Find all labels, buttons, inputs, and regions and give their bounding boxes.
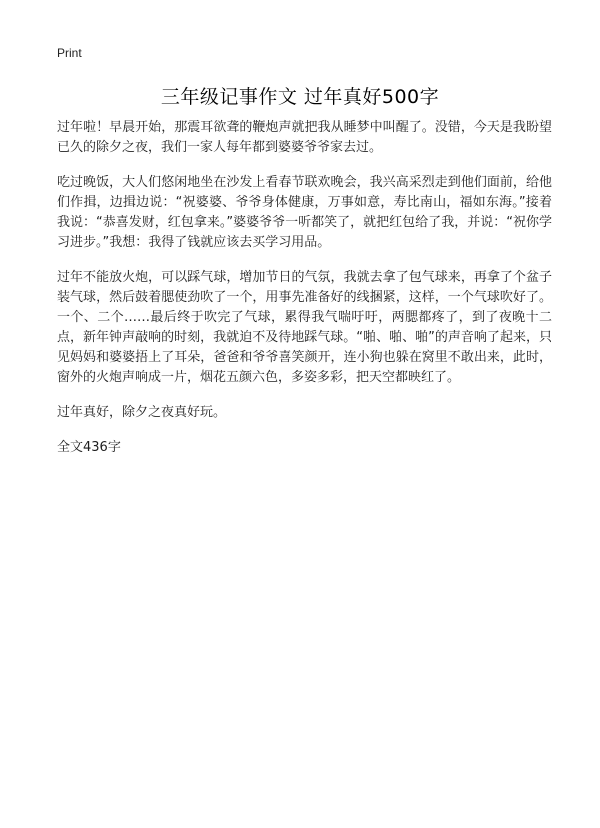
article-body [57, 118, 552, 458]
article-title: 三年级记事作文 过年真好500字 [160, 86, 440, 108]
article-paragraph: 吃过晚饭，大人们悠闲地坐在沙发上看春节联欢晚会，我兴高采烈走到他们面前，给他们作揖，边揖边说：“祝婆婆、爷爷身体健康，万事如意，寿比南山，福如东海。”接着我说：“恭喜发财，红包拿来。”婆婆爷爷一听都笑了，就把红包给了我，并说：“祝你学习进步。”我想：我得了钱就应该去买学习用品。 [57, 175, 552, 250]
article-paragraph: 过年啦！早晨开始，那震耳欲聋的鞭炮声就把我从睡梦中叫醒了。没错，今天是我盼望已久的除夕之夜，我们一家人每年都到婆婆爷爷家去过。 [57, 120, 552, 155]
print-link[interactable]: Print [57, 46, 82, 60]
article-paragraph: 过年真好，除夕之夜真好玩。 [57, 405, 227, 420]
article-paragraph: 过年不能放火炮，可以踩气球，增加节日的气氛，我就去拿了包气球来，再拿了个盆子装气球，然后鼓着腮使劲吹了一个，用事先准备好的线捆紧，这样，一个气球吹好了。一个、二个……最后终于吹完了气球，累得我气喘吁吁，两腮都疼了，到了夜晚十二点，新年钟声敲响的时刻，我就迫不及待地踩气球。“啪、啪、啪”的声音响了起来，只见妈妈和婆婆捂上了耳朵，爸爸和爷爷喜笑颜开，连小狗也躲在窝里不敢出来，此时，窗外的火炮声响成一片，烟花五颜六色，多姿多彩，把天空都映红了。 [57, 270, 552, 385]
word-count: 全文436字 [57, 440, 121, 455]
